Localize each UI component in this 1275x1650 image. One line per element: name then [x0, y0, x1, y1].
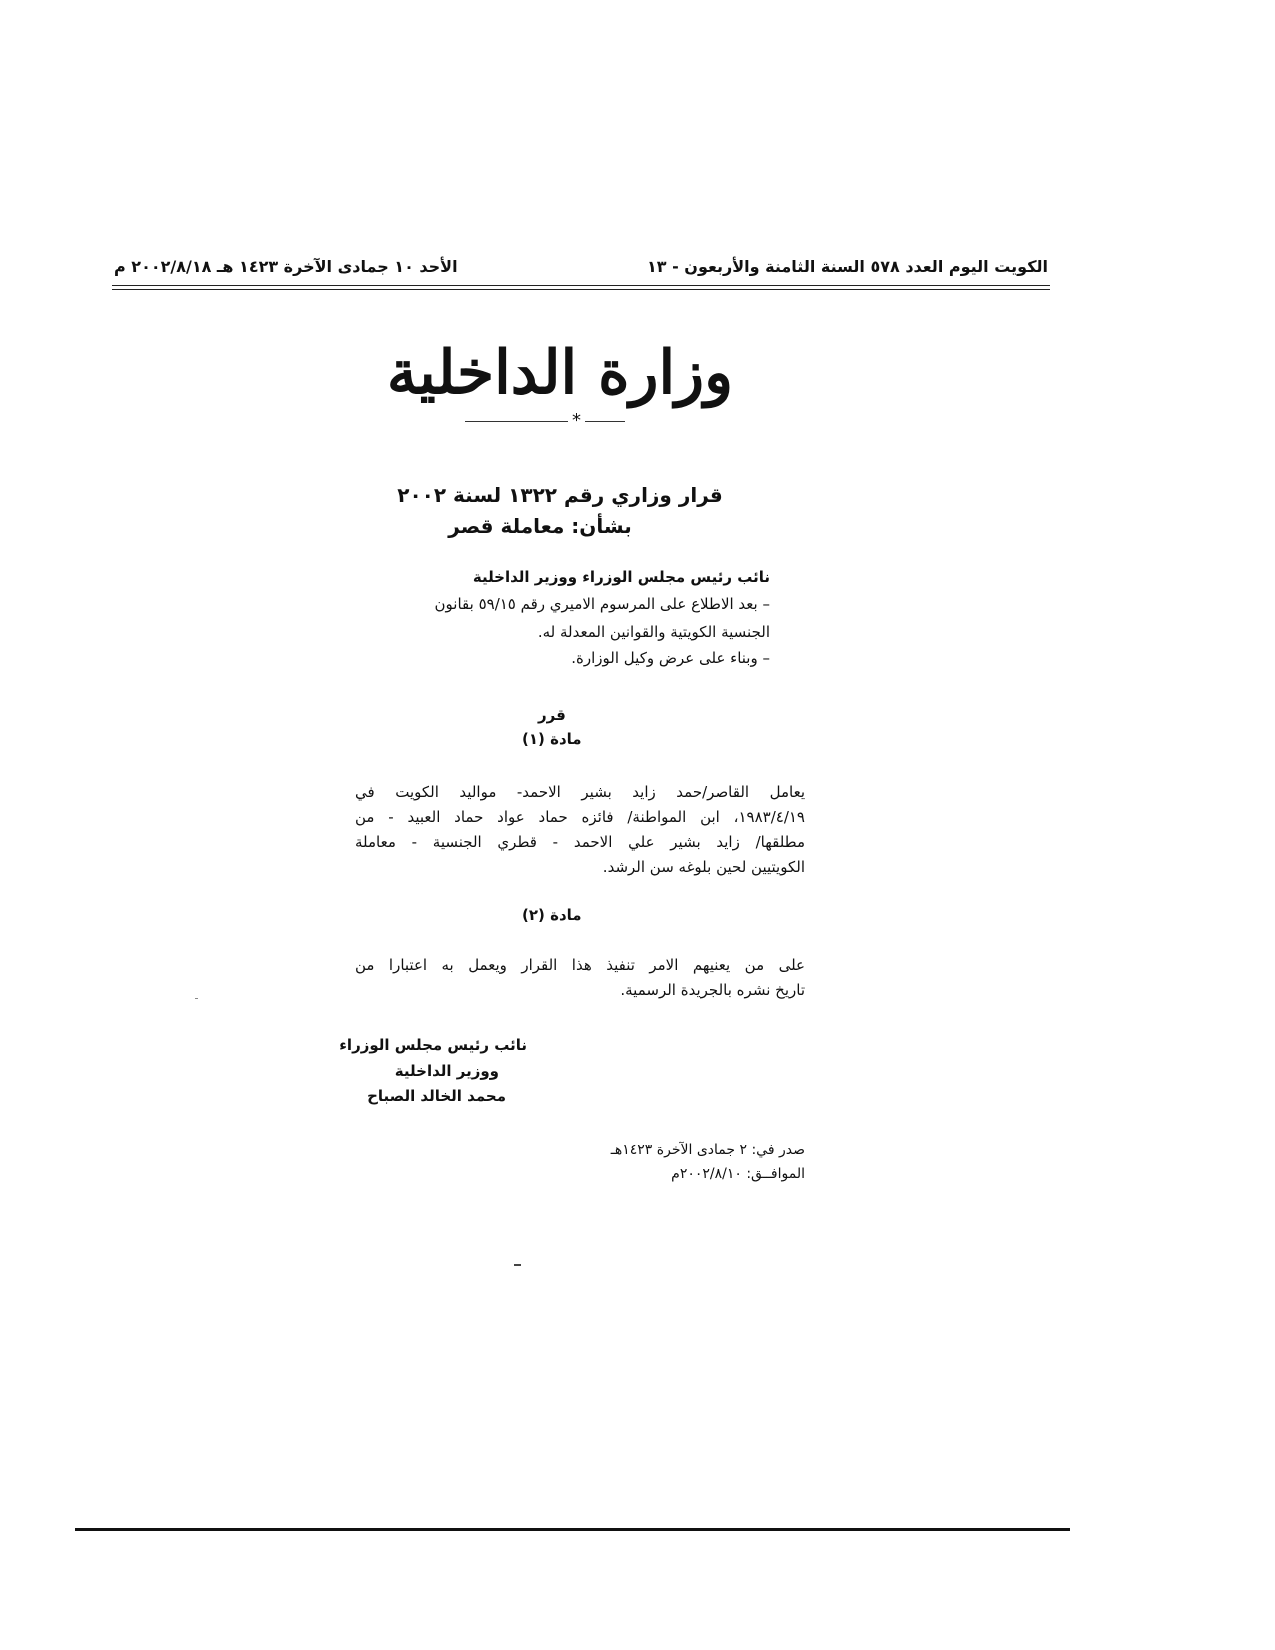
article-1-line: ١٩٨٣/٤/١٩، ابن المواطنة/ فائزه حماد عواد حماد العبيد - من — [355, 808, 805, 826]
footer-rule — [75, 1528, 1070, 1531]
ministry-masthead: وزارة الداخلية — [386, 338, 734, 408]
ornament-star-icon: * — [568, 410, 585, 432]
decree-title: قرار وزاري رقم ١٣٢٢ لسنة ٢٠٠٢ — [397, 483, 723, 507]
decided-heading: قرر — [538, 706, 566, 724]
preamble-authority: نائب رئيس مجلس الوزراء ووزير الداخلية — [472, 568, 770, 586]
preamble-line: – وبناء على عرض وكيل الوزارة. — [571, 649, 770, 667]
header-rule — [112, 285, 1050, 286]
header-issue-info: الكويت اليوم العدد ٥٧٨ السنة الثامنة والأربعون - ١٣ — [646, 257, 1048, 276]
scan-mark — [195, 998, 198, 999]
signature-office: ووزير الداخلية — [394, 1062, 499, 1080]
article-2-heading: مادة (٢) — [522, 906, 582, 924]
article-2-line: على من يعنيهم الامر تنفيذ هذا القرار ويعمل به اعتبارا من — [355, 956, 805, 974]
preamble-line: الجنسية الكويتية والقوانين المعدلة له. — [537, 623, 770, 641]
header-date: الأحد ١٠ جمادى الآخرة ١٤٢٣ هـ ٢٠٠٢/٨/١٨ م — [114, 257, 458, 276]
issued-date-gregorian: الموافــق: ٢٠٠٢/٨/١٠م — [671, 1166, 805, 1182]
article-2-line: تاريخ نشره بالجريدة الرسمية. — [620, 981, 805, 999]
preamble-line: – بعد الاطلاع على المرسوم الاميري رقم ٥٩/١٥ بقانون — [434, 595, 770, 613]
article-1-line: يعامل القاصر/حمد زايد بشير الاحمد- مواليد الكويت في — [355, 783, 805, 801]
article-1-heading: مادة (١) — [522, 730, 582, 748]
issued-date-hijri: صدر في: ٢ جمادى الآخرة ١٤٢٣هـ — [610, 1142, 805, 1158]
ornament-divider — [465, 421, 625, 422]
article-1-line: مطلقها/ زايد بشير علي الاحمد - قطري الجنسية - معاملة — [355, 833, 805, 851]
decree-subject: بشأن: معاملة قصر — [448, 514, 632, 538]
signature-title: نائب رئيس مجلس الوزراء — [339, 1036, 527, 1054]
article-1-line: الكويتيين لحين بلوغه سن الرشد. — [602, 858, 805, 876]
header-rule-thin — [112, 289, 1050, 290]
scan-mark — [514, 1264, 521, 1266]
signature-name: محمد الخالد الصباح — [367, 1087, 506, 1105]
